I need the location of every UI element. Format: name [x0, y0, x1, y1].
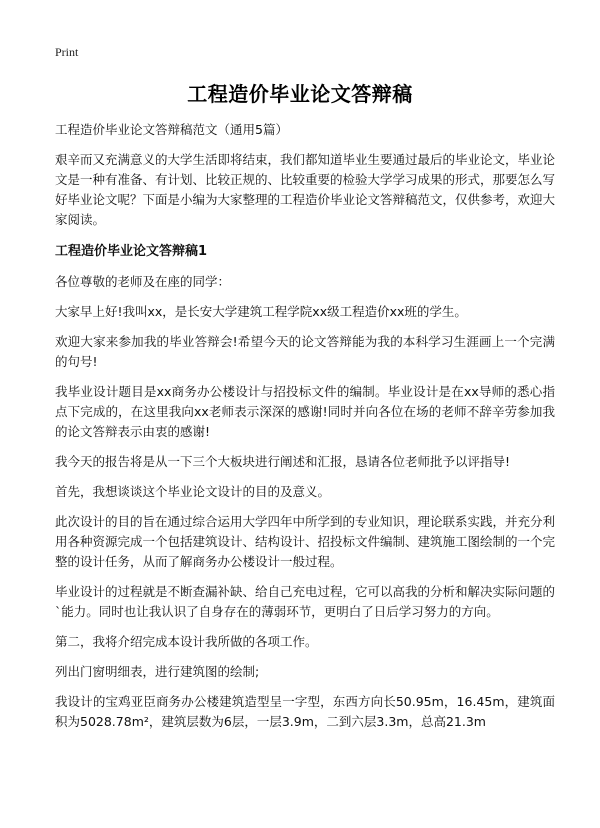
body-paragraph: 此次设计的目的旨在通过综合运用大学四年中所学到的专业知识，理论联系实践，并充分利用各种资源完成一个包括建筑设计、结构设计、招投标文件编制、建筑施工图绘制的一个完整的设计任务，从而了解商务办公楼设计一般过程。	[55, 514, 556, 569]
body-paragraph: 我毕业设计题目是xx商务办公楼设计与招投标文件的编制。毕业设计是在xx导师的悉心指点下完成的，在这里我向xx老师表示深深的感谢!同时并向各位在场的老师不辞辛劳参加我的论文答辩表示由衷的感谢!	[55, 384, 555, 439]
body-paragraph: 毕业设计的过程就是不断查漏补缺、给自己充电过程，它可以高我的分析和解决实际问题的`能力。同时也让我认识了自身存在的薄弱环节，更明白了日后学习努力的方向。	[55, 584, 556, 619]
section-heading: 工程造价毕业论文答辩稿1	[55, 244, 208, 259]
document-subtitle: 工程造价毕业论文答辩稿范文（通用5篇）	[55, 122, 288, 137]
body-paragraph: 首先，我想谈谈这个毕业论文设计的目的及意义。	[55, 484, 331, 499]
body-paragraph: 欢迎大家来参加我的毕业答辩会!希望今天的论文答辩能为我的本科学习生涯画上一个完满的句号!	[55, 334, 555, 369]
print-link[interactable]: Print	[55, 45, 79, 59]
intro-paragraph: 艰辛而又充满意义的大学生活即将结束，我们都知道毕业生要通过最后的毕业论文，毕业论文是一种有准备、有计划、比较正规的、比较重要的检验大学学习成果的形式，那要怎么写好毕业论文呢？下面是小编为大家整理的工程造价毕业论文答辩稿范文，仅供参考，欢迎大家阅读。	[55, 152, 556, 227]
body-paragraph: 大家早上好!我叫xx，是长安大学建筑工程学院xx级工程造价xx班的学生。	[55, 304, 467, 319]
page-title: 工程造价毕业论文答辩稿	[187, 82, 413, 106]
body-paragraph: 我设计的宝鸡亚臣商务办公楼建筑造型呈一字型，东西方向长50.95m，16.45m，建筑面积为5028.78m²，建筑层数为6层，一层3.9m，二到六层3.3m，总高21.3m	[55, 694, 555, 729]
body-paragraph: 第二，我将介绍完成本设计我所做的各项工作。	[55, 634, 318, 649]
document-body	[55, 120, 555, 742]
body-paragraph: 列出门窗明细表，进行建筑图的绘制;	[55, 664, 260, 679]
body-paragraph: 我今天的报告将是从一下三个大板块进行阐述和汇报，恳请各位老师批予以评指导!	[55, 454, 511, 469]
body-paragraph: 各位尊敬的老师及在座的同学：	[55, 274, 231, 289]
